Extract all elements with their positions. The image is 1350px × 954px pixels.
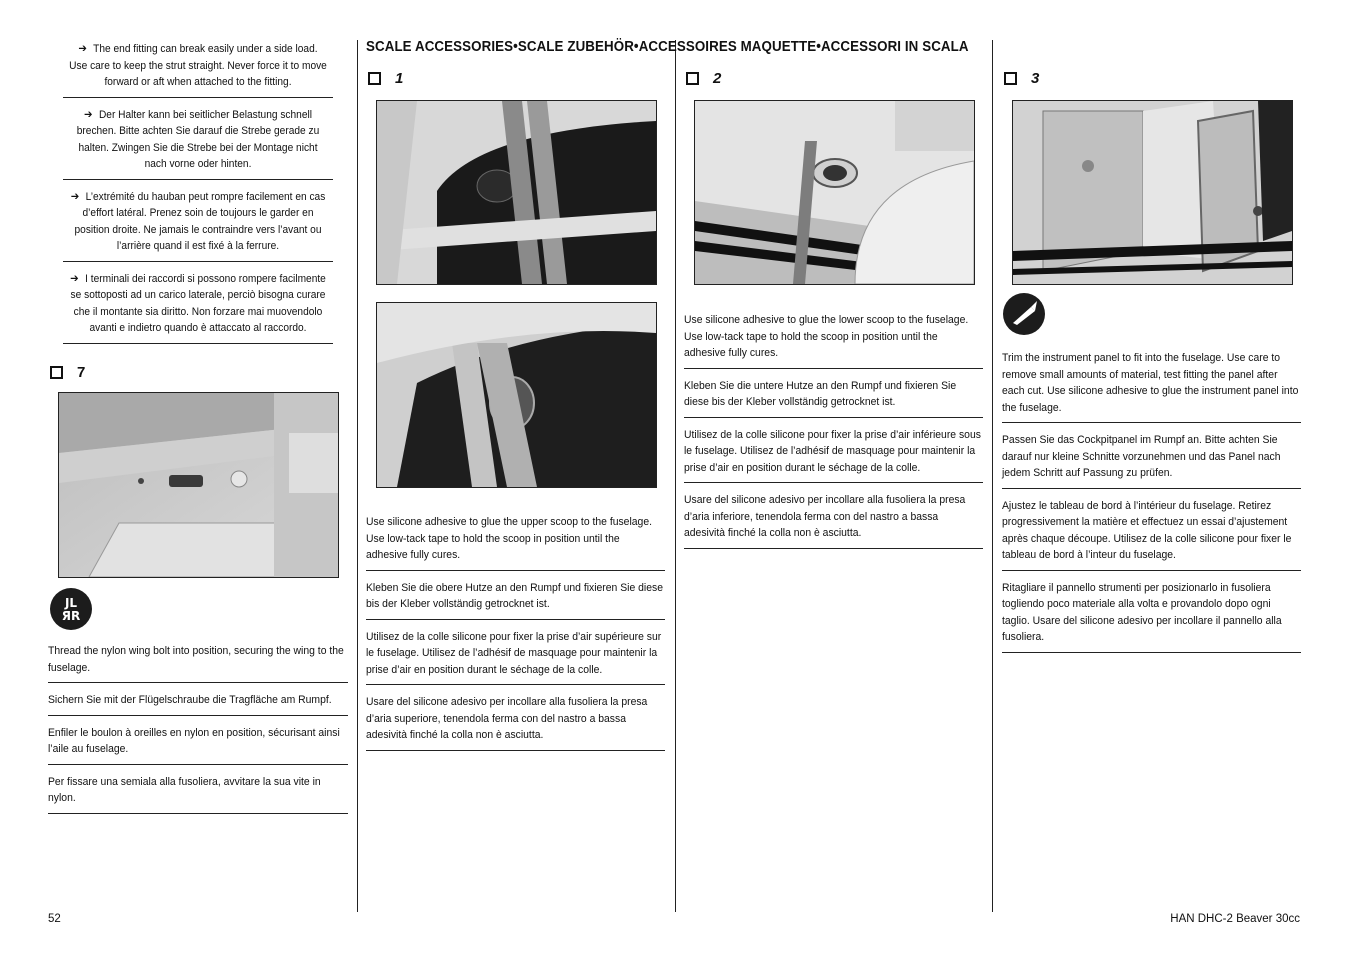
step-2-photo [694,100,975,285]
instruction-en: Thread the nylon wing bolt into position, securing the wing to the fuselage. [48,640,348,683]
instruction-it: Usare del silicone adesivo per incollare alla fusoliera la presa d’aria inferiore, tenendola ferma con del nastro a bassa adesività finché la colla non è asciutta. [684,489,983,549]
step-1-text [366,511,665,757]
caution-note-en: ➔ The end fitting can break easily under a side load. Use care to keep the strut straight. Never force it to move forward or aft when attached to the fitting. [63,38,333,98]
right-arrow-icon: ➔ [70,190,80,203]
step-3-label: 3 [1004,67,1039,89]
step-1-photo-b [376,302,657,488]
instruction-fr: Utilisez de la colle silicone pour fixer la prise d’air inférieure sous le fuselage. Utilisez de l’adhésif de masquage pour maintenir la prise d’air en position durant le séchage de la colle. [684,424,983,484]
step-7-label: 7 [50,361,85,383]
column-divider [992,40,993,912]
instruction-it: Usare del silicone adesivo per incollare alla fusoliera la presa d’aria superiore, tenendola ferma con del nastro a bassa adesività finché la colla non è asciutta. [366,691,665,751]
thread-bolt-icon [50,588,92,630]
checkbox-icon [686,72,699,85]
column-divider [675,40,676,912]
caution-note-it: ➔ I terminali dei raccordi si possono rompere facilmente se sottoposti ad un carico laterale, perciò bisogna curare che il montante sia diritto. Non forzare mai muovendolo avanti e indietro quando è attaccato al raccordo. [63,268,333,344]
left-column [48,38,348,350]
step-2-label: 2 [686,67,721,89]
instruction-fr: Ajustez le tableau de bord à l’intérieur du fuselage. Retirez progressivement la matière et effectuez un essai d’ajustement après chaque découpe. Utilisez de la colle silicone pour fixer le tableau de bord à l’inteur du fuselage. [1002,495,1301,571]
instruction-de: Kleben Sie die untere Hutze an den Rumpf und fixieren Sie diese bis der Kleber vollständig getrocknet ist. [684,375,983,418]
step-3-photo [1012,100,1293,285]
right-arrow-icon: ➔ [78,43,87,55]
column-divider [357,40,358,912]
step-2-text [684,309,983,555]
right-arrow-icon: ➔ [70,272,79,285]
instruction-en: Trim the instrument panel to fit into the fuselage. Use care to remove small amounts of material, test fitting the panel after each cut. Use silicone adhesive to glue the instrument panel into the fuselage. [1002,347,1301,423]
checkbox-icon [50,366,63,379]
right-arrow-icon: ➔ [83,108,93,121]
instruction-de: Sichern Sie mit der Flügelschraube die Tragfläche am Rumpf. [48,689,348,716]
svg-text:JL: JL [64,596,78,610]
step-3-text [1002,347,1301,659]
svg-text:ЯR: ЯR [61,609,81,623]
step-7-photo [58,392,339,578]
checkbox-icon [1004,72,1017,85]
step-1-photo-a [376,100,657,285]
instruction-fr: Utilisez de la colle silicone pour fixer la prise d’air supérieure sur le fuselage. Utilisez de l’adhésif de masquage pour maintenir la prise d’air en position durant le séchage de la colle. [366,626,665,686]
instruction-it: Per fissare una semiala alla fusoliera, avvitare la sua vite in nylon. [48,771,348,814]
caution-note-de: ➔ Der Halter kann bei seitlicher Belastung schnell brechen. Bitte achten Sie darauf die Strebe gerade zu halten. Zwingen Sie die Strebe bei der Montage nicht nach vorne oder hinten. [63,104,333,180]
caution-note-fr: ➔ L’extrémité du hauban peut rompre facilement en cas d’effort latéral. Prenez soin de toujours le garder en position droite. Ne jamais le contraindre vers l’avant ou l’arrière quand il est fixé à la ferrure. [63,186,333,262]
instruction-en: Use silicone adhesive to glue the lower scoop to the fuselage. Use low-tack tape to hold the scoop in position until the adhesive fully cures. [684,309,983,369]
hobby-knife-icon [1003,293,1045,335]
instruction-de: Passen Sie das Cockpitpanel im Rumpf an. Bitte achten Sie darauf nur kleine Schnitte vorzunehmen und das Panel nach jedem Schritt auf Passung zu prüfen. [1002,429,1301,489]
instruction-en: Use silicone adhesive to glue the upper scoop to the fuselage. Use low-tack tape to hold the scoop in position until the adhesive fully cures. [366,511,665,571]
instruction-fr: Enfiler le boulon à oreilles en nylon en position, sécurisant ainsi l’aile au fuselage. [48,722,348,765]
step-1-label: 1 [368,67,403,89]
instruction-de: Kleben Sie die obere Hutze an den Rumpf und fixieren Sie diese bis der Kleber vollständig getrocknet ist. [366,577,665,620]
product-name: HAN DHC-2 Beaver 30cc [1170,913,1300,925]
instruction-it: Ritagliare il pannello strumenti per posizionarlo in fusoliera togliendo poco materiale alla volta e provandolo dopo ogni taglio. Usare del silicone adesivo per incollare il pannello alla fusoliera. [1002,577,1301,653]
section-title: SCALE ACCESSORIES•SCALE ZUBEHÖR•ACCESSOIRES MAQUETTE•ACCESSORI IN SCALA [366,39,969,55]
checkbox-icon [368,72,381,85]
step-7-text [48,640,348,820]
page-number: 52 [48,913,61,925]
